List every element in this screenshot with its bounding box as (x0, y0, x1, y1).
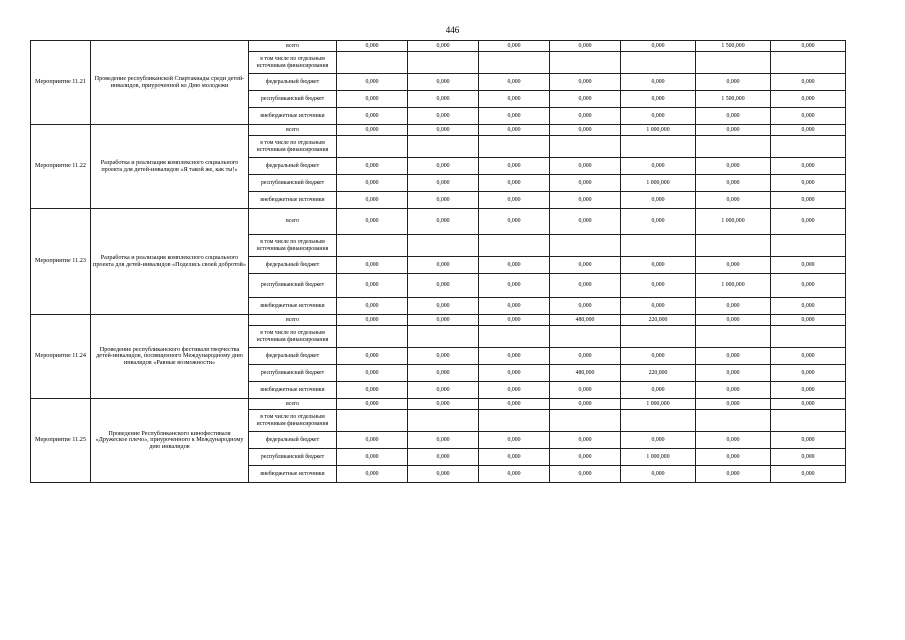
amount-cell: 0,000 (408, 175, 479, 192)
amount-cell: 0,000 (479, 399, 550, 410)
amount-cell: 0,000 (408, 382, 479, 399)
amount-cell: 0,000 (771, 298, 846, 315)
amount-cell: 0,000 (550, 158, 621, 175)
amount-cell (408, 326, 479, 348)
amount-cell: 0,000 (550, 382, 621, 399)
amount-cell: 0,000 (479, 41, 550, 52)
amount-cell: 0,000 (771, 158, 846, 175)
amount-cell: 480,000 (550, 365, 621, 382)
amount-cell: 0,000 (408, 348, 479, 365)
event-code: Мероприятие 11.24 (31, 315, 91, 399)
amount-cell: 0,000 (337, 399, 408, 410)
amount-cell (550, 326, 621, 348)
amount-cell: 1 000,000 (696, 274, 771, 298)
funding-source: федеральный бюджет (249, 257, 337, 274)
amount-cell: 0,000 (408, 399, 479, 410)
funding-source: внебюджетные источники (249, 192, 337, 209)
amount-cell: 0,000 (696, 108, 771, 125)
event-code: Мероприятие 11.22 (31, 125, 91, 209)
amount-cell: 0,000 (408, 192, 479, 209)
amount-cell (696, 235, 771, 257)
amount-cell: 0,000 (621, 257, 696, 274)
table-row (31, 315, 846, 326)
amount-cell (479, 326, 550, 348)
amount-cell: 0,000 (696, 466, 771, 483)
budget-table (30, 40, 846, 483)
amount-cell (771, 326, 846, 348)
amount-cell: 0,000 (337, 74, 408, 91)
amount-cell: 0,000 (550, 108, 621, 125)
amount-cell (479, 52, 550, 74)
table-row (31, 41, 846, 52)
amount-cell (771, 235, 846, 257)
amount-cell: 0,000 (771, 125, 846, 136)
amount-cell: 220,000 (621, 365, 696, 382)
amount-cell: 0,000 (771, 108, 846, 125)
amount-cell: 0,000 (337, 108, 408, 125)
amount-cell (550, 136, 621, 158)
amount-cell (771, 410, 846, 432)
amount-cell: 0,000 (479, 315, 550, 326)
amount-cell: 0,000 (771, 382, 846, 399)
amount-cell: 0,000 (479, 382, 550, 399)
event-title: Разработка и реализация комплексного социального проекта для детей-инвалидов «Поделись своей добротой» (91, 209, 249, 315)
amount-cell (479, 235, 550, 257)
amount-cell: 0,000 (337, 91, 408, 108)
amount-cell: 0,000 (621, 158, 696, 175)
funding-source: республиканский бюджет (249, 91, 337, 108)
amount-cell (408, 136, 479, 158)
amount-cell (408, 235, 479, 257)
amount-cell: 1 000,000 (696, 209, 771, 235)
amount-cell: 0,000 (696, 348, 771, 365)
amount-cell: 0,000 (621, 466, 696, 483)
amount-cell: 0,000 (337, 274, 408, 298)
funding-source: в том числе по отдельным источникам финансирования (249, 410, 337, 432)
amount-cell: 0,000 (337, 365, 408, 382)
amount-cell: 0,000 (408, 108, 479, 125)
funding-source: республиканский бюджет (249, 175, 337, 192)
funding-source: в том числе по отдельным источникам финансирования (249, 52, 337, 74)
amount-cell: 0,000 (337, 192, 408, 209)
amount-cell: 0,000 (771, 466, 846, 483)
amount-cell: 0,000 (479, 209, 550, 235)
amount-cell: 0,000 (337, 348, 408, 365)
amount-cell: 0,000 (479, 74, 550, 91)
amount-cell (550, 52, 621, 74)
amount-cell (337, 235, 408, 257)
amount-cell: 0,000 (408, 365, 479, 382)
amount-cell: 0,000 (479, 108, 550, 125)
amount-cell (696, 52, 771, 74)
funding-source: всего (249, 315, 337, 326)
amount-cell: 0,000 (696, 449, 771, 466)
funding-source: внебюджетные источники (249, 466, 337, 483)
amount-cell (408, 410, 479, 432)
amount-cell: 0,000 (408, 74, 479, 91)
amount-cell: 220,000 (621, 315, 696, 326)
event-title: Проведение республиканского фестиваля творчества детей-инвалидов, посвященного Международному дню инвалидов «Равные возможности» (91, 315, 249, 399)
funding-source: федеральный бюджет (249, 432, 337, 449)
funding-source: в том числе по отдельным источникам финансирования (249, 326, 337, 348)
amount-cell: 0,000 (337, 41, 408, 52)
amount-cell: 0,000 (479, 449, 550, 466)
amount-cell: 0,000 (550, 399, 621, 410)
amount-cell: 0,000 (696, 382, 771, 399)
amount-cell: 0,000 (479, 466, 550, 483)
amount-cell: 0,000 (696, 158, 771, 175)
amount-cell: 1 000,000 (621, 449, 696, 466)
amount-cell: 0,000 (771, 365, 846, 382)
event-title: Разработка и реализация комплексного социального проекта для детей-инвалидов «Я такой же, как ты!» (91, 125, 249, 209)
amount-cell: 0,000 (337, 158, 408, 175)
funding-source: федеральный бюджет (249, 348, 337, 365)
amount-cell: 0,000 (479, 432, 550, 449)
amount-cell: 0,000 (771, 274, 846, 298)
event-title: Проведение республиканской Спартакиады среди детей-инвалидов, приуроченной ко Дню молодежи (91, 41, 249, 125)
amount-cell (621, 235, 696, 257)
amount-cell: 0,000 (479, 125, 550, 136)
amount-cell (337, 326, 408, 348)
funding-source: всего (249, 41, 337, 52)
amount-cell: 0,000 (621, 91, 696, 108)
amount-cell (479, 410, 550, 432)
amount-cell: 0,000 (771, 315, 846, 326)
amount-cell: 0,000 (621, 192, 696, 209)
amount-cell: 0,000 (337, 432, 408, 449)
amount-cell (771, 52, 846, 74)
table-row (31, 399, 846, 410)
amount-cell: 0,000 (337, 382, 408, 399)
funding-source: федеральный бюджет (249, 74, 337, 91)
funding-source: всего (249, 209, 337, 235)
amount-cell: 0,000 (479, 192, 550, 209)
amount-cell: 0,000 (771, 209, 846, 235)
amount-cell: 0,000 (408, 91, 479, 108)
amount-cell: 0,000 (771, 257, 846, 274)
funding-source: республиканский бюджет (249, 449, 337, 466)
amount-cell: 0,000 (408, 432, 479, 449)
amount-cell: 0,000 (771, 91, 846, 108)
amount-cell: 0,000 (550, 74, 621, 91)
amount-cell: 0,000 (550, 348, 621, 365)
amount-cell: 0,000 (550, 449, 621, 466)
amount-cell: 0,000 (696, 365, 771, 382)
funding-source: федеральный бюджет (249, 158, 337, 175)
amount-cell: 0,000 (337, 449, 408, 466)
table-row (31, 209, 846, 235)
funding-source: в том числе по отдельным источникам финансирования (249, 235, 337, 257)
amount-cell: 0,000 (550, 466, 621, 483)
amount-cell: 0,000 (337, 125, 408, 136)
page-number: 446 (445, 25, 460, 35)
amount-cell (550, 235, 621, 257)
amount-cell: 0,000 (696, 315, 771, 326)
amount-cell (337, 410, 408, 432)
amount-cell: 1 000,000 (621, 399, 696, 410)
amount-cell: 0,000 (771, 449, 846, 466)
amount-cell: 0,000 (550, 257, 621, 274)
amount-cell: 0,000 (621, 41, 696, 52)
amount-cell: 0,000 (696, 74, 771, 91)
amount-cell (337, 136, 408, 158)
amount-cell: 0,000 (696, 399, 771, 410)
event-code: Мероприятие 11.23 (31, 209, 91, 315)
event-code: Мероприятие 11.21 (31, 41, 91, 125)
amount-cell: 0,000 (550, 175, 621, 192)
amount-cell (696, 136, 771, 158)
amount-cell (621, 326, 696, 348)
amount-cell: 0,000 (550, 209, 621, 235)
amount-cell: 0,000 (337, 298, 408, 315)
amount-cell: 0,000 (408, 158, 479, 175)
funding-source: внебюджетные источники (249, 108, 337, 125)
amount-cell: 0,000 (337, 315, 408, 326)
amount-cell: 0,000 (621, 209, 696, 235)
event-title: Проведение Республиканского кинофестиваля «Дружеское плечо», приуроченного к Международному дню инвалидов (91, 399, 249, 483)
event-code: Мероприятие 11.25 (31, 399, 91, 483)
amount-cell: 480,000 (550, 315, 621, 326)
amount-cell (479, 136, 550, 158)
table-body (31, 41, 846, 483)
amount-cell: 0,000 (479, 175, 550, 192)
amount-cell: 1 500,000 (696, 91, 771, 108)
amount-cell: 0,000 (408, 257, 479, 274)
amount-cell: 0,000 (696, 432, 771, 449)
amount-cell: 0,000 (696, 125, 771, 136)
amount-cell: 0,000 (550, 274, 621, 298)
funding-source: всего (249, 399, 337, 410)
amount-cell: 0,000 (621, 74, 696, 91)
amount-cell: 0,000 (479, 158, 550, 175)
amount-cell: 0,000 (337, 257, 408, 274)
amount-cell (771, 136, 846, 158)
amount-cell: 0,000 (408, 449, 479, 466)
amount-cell: 1 500,000 (696, 41, 771, 52)
amount-cell: 0,000 (408, 466, 479, 483)
amount-cell: 0,000 (408, 315, 479, 326)
amount-cell: 0,000 (771, 74, 846, 91)
amount-cell (408, 52, 479, 74)
amount-cell: 0,000 (621, 348, 696, 365)
amount-cell: 0,000 (771, 175, 846, 192)
funding-source: в том числе по отдельным источникам финансирования (249, 136, 337, 158)
amount-cell: 0,000 (479, 91, 550, 108)
amount-cell: 0,000 (408, 41, 479, 52)
funding-source: республиканский бюджет (249, 274, 337, 298)
amount-cell (337, 52, 408, 74)
amount-cell: 0,000 (696, 175, 771, 192)
amount-cell: 0,000 (337, 209, 408, 235)
amount-cell: 0,000 (696, 298, 771, 315)
amount-cell (621, 52, 696, 74)
amount-cell: 1 000,000 (621, 175, 696, 192)
amount-cell: 0,000 (550, 91, 621, 108)
amount-cell (621, 410, 696, 432)
amount-cell: 0,000 (771, 192, 846, 209)
amount-cell: 0,000 (621, 108, 696, 125)
amount-cell: 0,000 (408, 125, 479, 136)
amount-cell: 0,000 (408, 298, 479, 315)
amount-cell: 0,000 (771, 399, 846, 410)
amount-cell: 0,000 (621, 382, 696, 399)
amount-cell: 0,000 (696, 257, 771, 274)
amount-cell: 0,000 (771, 41, 846, 52)
funding-source: всего (249, 125, 337, 136)
amount-cell: 0,000 (408, 209, 479, 235)
amount-cell: 0,000 (550, 125, 621, 136)
amount-cell: 0,000 (550, 41, 621, 52)
amount-cell: 0,000 (771, 348, 846, 365)
amount-cell (550, 410, 621, 432)
funding-source: внебюджетные источники (249, 382, 337, 399)
amount-cell: 0,000 (337, 175, 408, 192)
amount-cell: 0,000 (479, 257, 550, 274)
amount-cell: 0,000 (550, 432, 621, 449)
amount-cell: 0,000 (550, 298, 621, 315)
amount-cell: 0,000 (771, 432, 846, 449)
table-row (31, 125, 846, 136)
amount-cell: 0,000 (479, 348, 550, 365)
amount-cell: 0,000 (479, 365, 550, 382)
amount-cell: 0,000 (550, 192, 621, 209)
amount-cell: 0,000 (479, 274, 550, 298)
amount-cell (696, 410, 771, 432)
amount-cell: 0,000 (621, 432, 696, 449)
funding-source: республиканский бюджет (249, 365, 337, 382)
amount-cell: 0,000 (621, 274, 696, 298)
amount-cell: 0,000 (337, 466, 408, 483)
amount-cell: 0,000 (408, 274, 479, 298)
amount-cell: 1 000,000 (621, 125, 696, 136)
amount-cell (696, 326, 771, 348)
funding-source: внебюджетные источники (249, 298, 337, 315)
amount-cell: 0,000 (479, 298, 550, 315)
amount-cell (621, 136, 696, 158)
amount-cell: 0,000 (621, 298, 696, 315)
amount-cell: 0,000 (696, 192, 771, 209)
